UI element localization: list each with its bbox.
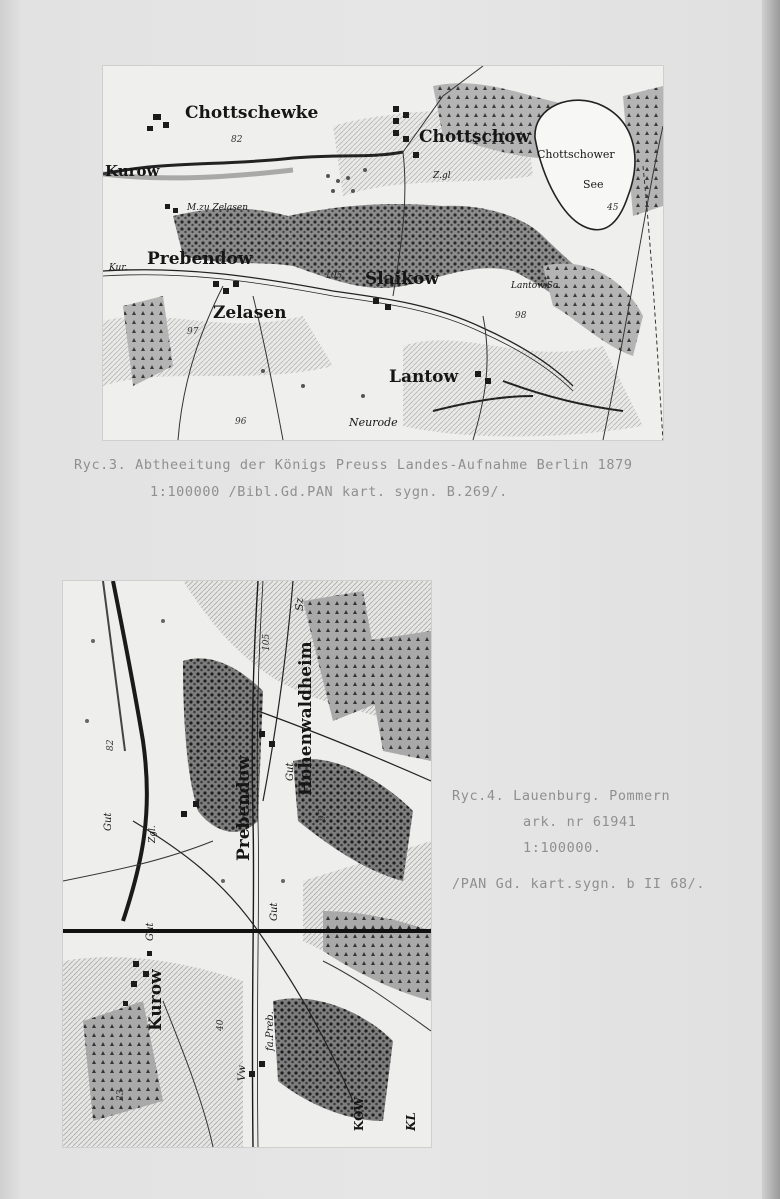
map1-label-prebendow: Prebendow — [147, 249, 253, 269]
map1-spot-height: 96 — [235, 417, 247, 427]
map2-label-gut: Gut — [145, 922, 156, 941]
figure-2-caption-line-2: ark. nr 61941 — [523, 814, 637, 830]
map2-spot-height: 97 — [318, 809, 328, 821]
map1-label-chottschow: Chottschow — [419, 127, 531, 147]
map1-label-zelasen: Zelasen — [213, 303, 287, 323]
map1-spot-height: 45 — [607, 203, 619, 213]
map1-spot-height: 82 — [231, 135, 243, 145]
page-binding-edge — [762, 0, 780, 1199]
map-figure-2 — [63, 581, 431, 1147]
map1-spot-height: 98 — [515, 311, 527, 321]
map1-label-kur: Kur. — [109, 263, 128, 273]
figure-1-caption-line-2: 1:100000 /Bibl.Gd.PAN kart. sygn. B.269/. — [150, 484, 508, 500]
map2-label-hohenwaldheim: Hohenwaldheim — [296, 641, 316, 796]
figure-2-caption-line-3: 1:100000. — [523, 840, 602, 856]
map2-label-ziegelei: Zgl. — [148, 825, 158, 843]
map1-label-lantower: Lantow.Sc. — [511, 281, 561, 291]
map1-label-zgl: Z.gl — [433, 171, 451, 181]
map1-label-lantow: Lantow — [389, 367, 459, 387]
map-2-drawing — [63, 581, 431, 1147]
map2-label-kurow: Kurow — [146, 969, 166, 1031]
map1-label-chottschewke: Chottschewke — [185, 103, 319, 123]
map2-spot-height: 40 — [216, 1019, 226, 1031]
map-1-drawing — [103, 66, 663, 440]
map2-label-vw: Vw — [237, 1065, 248, 1081]
map1-spot-height: 105 — [325, 271, 343, 281]
figure-2-caption-line-4: /PAN Gd. kart.sygn. b II 68/. — [452, 876, 706, 892]
map1-label-m-zu-zelasen: M.zu Zelasen — [187, 203, 249, 213]
map2-label-gut: Gut — [269, 902, 280, 921]
map1-label-neurode: Neurode — [349, 416, 398, 429]
map2-label-sz: Sz — [293, 597, 306, 611]
figure-1-caption-line-1: Ryc.3. Abtheeitung der Königs Preuss Landes-Aufnahme Berlin 1879 — [74, 457, 633, 473]
map2-label-prebendow: Prebendow — [234, 755, 254, 861]
map2-label-fa-preb: fa.Preb. — [265, 1011, 276, 1051]
map2-spot-height: 82 — [106, 739, 116, 751]
map1-label-slaikow: Slaikow — [365, 269, 439, 289]
map2-label-kl: KL — [404, 1112, 418, 1131]
map2-label-gut: Gut — [103, 812, 114, 831]
map1-label-chottschower: Chottschower — [537, 148, 615, 161]
map2-label-kow: KOW — [352, 1096, 366, 1131]
map1-label-see: See — [583, 178, 604, 191]
map1-spot-height: 97 — [187, 327, 199, 337]
map2-spot-height: 105 — [262, 633, 272, 651]
map1-label-kurow: Kurow — [105, 162, 160, 180]
figure-2-caption-line-1: Ryc.4. Lauenburg. Pommern — [452, 788, 671, 804]
map2-spot-height: 23 — [116, 1089, 126, 1101]
map-figure-1 — [103, 66, 663, 440]
map2-label-gut: Gut — [285, 762, 296, 781]
